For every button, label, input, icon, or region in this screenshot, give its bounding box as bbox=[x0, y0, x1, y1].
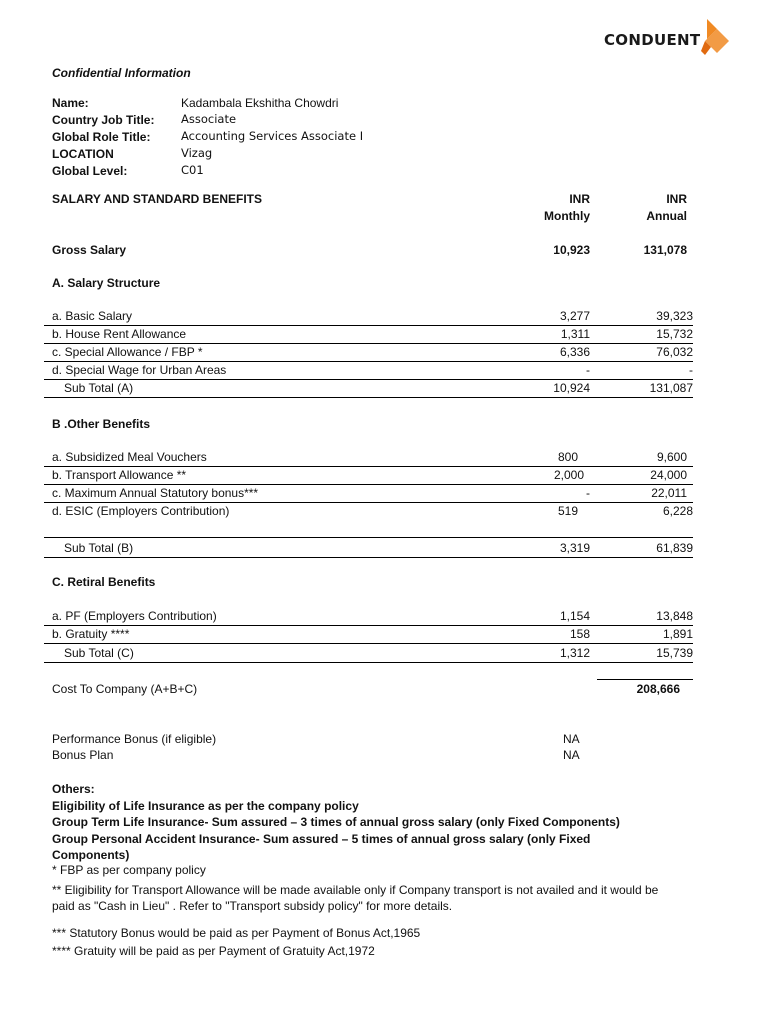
table-row-monthly: 158 bbox=[569, 627, 590, 641]
table-row-label: b. Transport Allowance ** bbox=[52, 468, 187, 482]
table-row-monthly: 2,000 bbox=[553, 468, 584, 482]
bonus-plan-value: NA bbox=[563, 748, 580, 762]
table-row-label: d. Special Wage for Urban Areas bbox=[52, 363, 227, 377]
subtotal-b-annual: 61,839 bbox=[656, 541, 693, 555]
role-title-label: Global Role Title: bbox=[52, 130, 151, 144]
table-row-monthly: 3,277 bbox=[559, 309, 590, 323]
location-value: Vizag bbox=[181, 146, 213, 160]
table-row-label: b. House Rent Allowance bbox=[52, 327, 187, 341]
table-row-annual: 15,732 bbox=[656, 327, 693, 341]
row-divider bbox=[44, 502, 693, 503]
table-row-label: c. Maximum Annual Statutory bonus*** bbox=[52, 486, 259, 500]
annual-period-header: Annual bbox=[646, 209, 687, 223]
table-row-monthly: - bbox=[586, 363, 590, 377]
row-divider bbox=[44, 343, 693, 344]
section-a-title: A. Salary Structure bbox=[52, 276, 161, 290]
section-divider bbox=[44, 537, 693, 538]
footnote-fbp: * FBP as per company policy bbox=[52, 863, 206, 877]
gross-salary-label: Gross Salary bbox=[52, 243, 127, 257]
confidential-heading: Confidential Information bbox=[52, 66, 191, 80]
table-row-label: a. Basic Salary bbox=[52, 309, 133, 323]
table-row-label: b. Gratuity **** bbox=[52, 627, 130, 641]
ctc-label: Cost To Company (A+B+C) bbox=[52, 682, 198, 696]
group-accident-insurance: Group Personal Accident Insurance- Sum assured – 5 times of annual gross salary (only Fixed Components) bbox=[52, 832, 591, 862]
monthly-currency-header: INR bbox=[569, 192, 590, 206]
ctc-annual: 208,666 bbox=[636, 682, 680, 696]
footnote-bonus: *** Statutory Bonus would be paid as per Payment of Bonus Act,1965 bbox=[52, 926, 421, 940]
table-row-monthly: 519 bbox=[557, 504, 578, 518]
footnote-gratuity: **** Gratuity will be paid as per Payment of Gratuity Act,1972 bbox=[52, 944, 375, 958]
table-row-annual: 24,000 bbox=[650, 468, 687, 482]
table-row-monthly: 800 bbox=[557, 450, 578, 464]
table-row-label: d. ESIC (Employers Contribution) bbox=[52, 504, 230, 518]
employee-name: Kadambala Ekshitha Chowdri bbox=[181, 96, 339, 110]
gross-salary-monthly: 10,923 bbox=[553, 243, 590, 257]
section-divider bbox=[44, 397, 693, 398]
group-term-life-insurance: Group Term Life Insurance- Sum assured – 3 times of annual gross salary (only Fixed Components) bbox=[52, 815, 620, 829]
bonus-plan-label: Bonus Plan bbox=[52, 748, 114, 762]
row-divider bbox=[44, 379, 693, 380]
company-logo-text: CONDUENT bbox=[604, 31, 701, 49]
subtotal-c-monthly: 1,312 bbox=[559, 646, 590, 660]
role-title: Accounting Services Associate I bbox=[181, 129, 364, 143]
subtotal-c-label: Sub Total (C) bbox=[64, 646, 134, 660]
row-divider bbox=[44, 361, 693, 362]
row-divider bbox=[44, 643, 693, 644]
row-divider bbox=[44, 325, 693, 326]
section-divider bbox=[44, 557, 693, 558]
subtotal-a-label: Sub Total (A) bbox=[64, 381, 134, 395]
name-label: Name: bbox=[52, 96, 89, 110]
others-title: Others: bbox=[52, 782, 95, 796]
section-divider bbox=[44, 662, 693, 663]
performance-bonus-value: NA bbox=[563, 732, 580, 746]
table-row-monthly: 6,336 bbox=[559, 345, 590, 359]
subtotal-c-annual: 15,739 bbox=[656, 646, 693, 660]
table-row-monthly: 1,154 bbox=[559, 609, 590, 623]
global-level-value: C01 bbox=[181, 163, 204, 177]
table-row-annual: 9,600 bbox=[656, 450, 687, 464]
subtotal-a-annual: 131,087 bbox=[649, 381, 693, 395]
salary-section-title: SALARY AND STANDARD BENEFITS bbox=[52, 192, 263, 206]
location-label: LOCATION bbox=[52, 147, 114, 161]
table-row-monthly: 1,311 bbox=[560, 327, 590, 341]
subtotal-b-label: Sub Total (B) bbox=[64, 541, 134, 555]
table-row-annual: - bbox=[689, 363, 693, 377]
life-insurance-eligibility: Eligibility of Life Insurance as per the company policy bbox=[52, 799, 359, 813]
conduent-logo-icon bbox=[699, 17, 733, 57]
table-row-annual: 6,228 bbox=[662, 504, 693, 518]
table-row-monthly: - bbox=[586, 486, 590, 500]
section-b-title: B .Other Benefits bbox=[52, 417, 151, 431]
table-row-annual: 13,848 bbox=[656, 609, 693, 623]
table-row-label: a. Subsidized Meal Vouchers bbox=[52, 450, 207, 464]
gross-salary-annual: 131,078 bbox=[643, 243, 687, 257]
row-divider bbox=[44, 466, 693, 467]
global-level-label: Global Level: bbox=[52, 164, 128, 178]
row-divider bbox=[44, 484, 693, 485]
subtotal-b-monthly: 3,319 bbox=[559, 541, 590, 555]
subtotal-a-monthly: 10,924 bbox=[553, 381, 590, 395]
table-row-annual: 76,032 bbox=[656, 345, 693, 359]
table-row-annual: 1,891 bbox=[662, 627, 693, 641]
table-row-label: a. PF (Employers Contribution) bbox=[52, 609, 217, 623]
section-c-title: C. Retiral Benefits bbox=[52, 575, 156, 589]
footnote-transport: ** Eligibility for Transport Allowance will be made available only if Company transport is not availed and it would be paid as "Cash in Lieu" . Refer to "Transport subsidy policy" for more details. bbox=[52, 883, 659, 913]
table-row-annual: 22,011 bbox=[651, 486, 687, 500]
table-row-label: c. Special Allowance / FBP * bbox=[52, 345, 203, 359]
monthly-period-header: Monthly bbox=[544, 209, 590, 223]
annual-currency-header: INR bbox=[666, 192, 687, 206]
table-row-annual: 39,323 bbox=[656, 309, 693, 323]
performance-bonus-label: Performance Bonus (if eligible) bbox=[52, 732, 217, 746]
ctc-divider bbox=[597, 679, 693, 680]
job-title-label: Country Job Title: bbox=[52, 113, 155, 127]
row-divider bbox=[44, 625, 693, 626]
job-title: Associate bbox=[181, 112, 237, 126]
